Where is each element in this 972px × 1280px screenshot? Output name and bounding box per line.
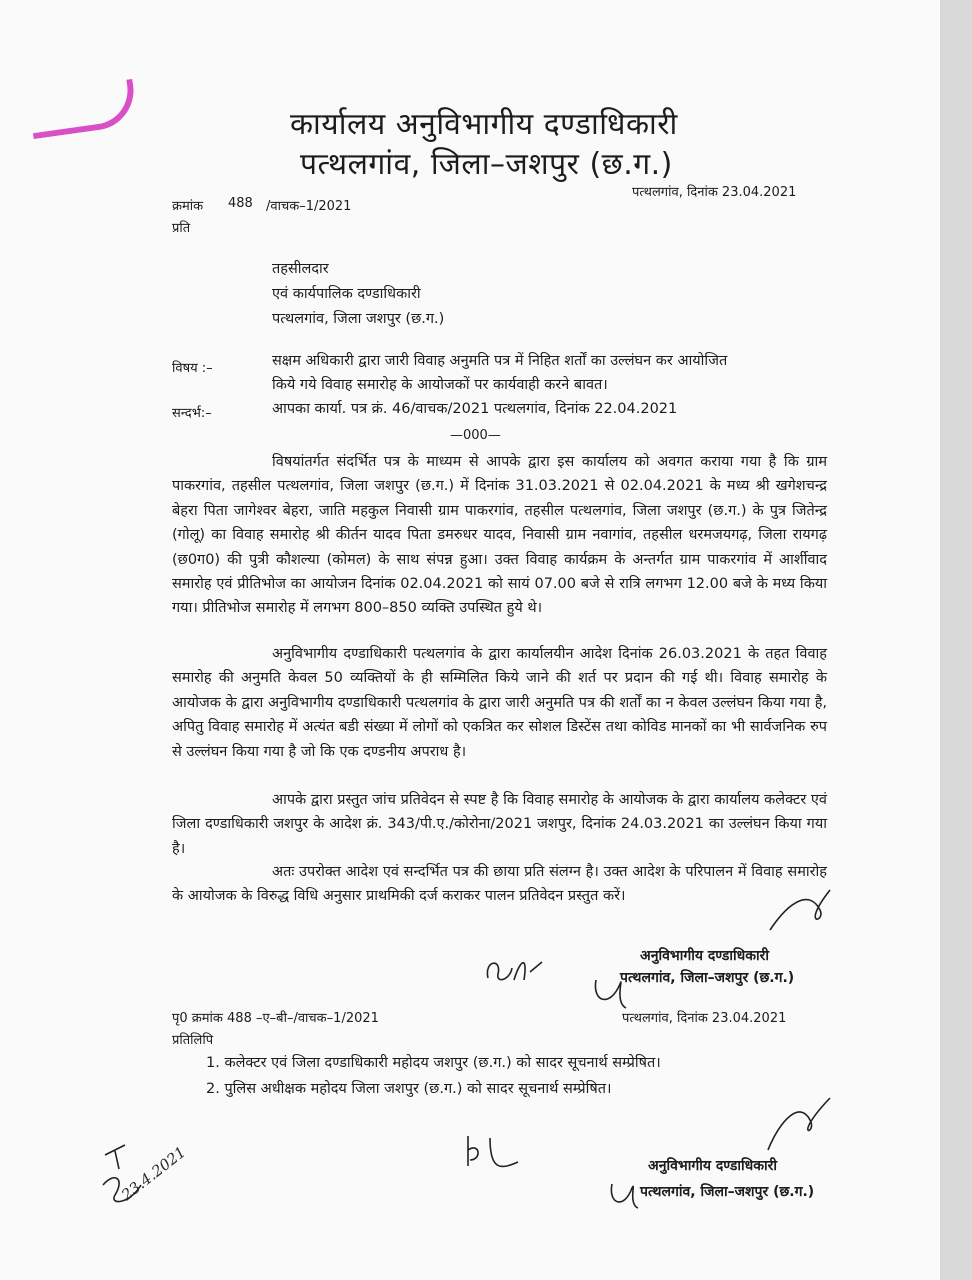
copy-item-2: 2. पुलिस अधीक्षक महोदय जिला जशपुर (छ.ग.) को सादर सूचनार्थ सम्प्रेषित।	[206, 1081, 612, 1097]
paragraph-2: अनुविभागीय दण्डाधिकारी पत्थलगांव के द्वारा कार्यालयीन आदेश दिनांक 26.03.2021 के तहत विवाह समारोह की अनुमति केवल 50 व्यक्तियों के ही सम्मिलित किये जाने की शर्त पर प्रदान की गई थी। विवाह समारोह के आयोजक के द्वारा अनुविभागीय दण्डाधिकारी पत्थलगांव के द्वारा जारी अनुमति पत्र की शर्तों का न केवल उल्लंघन किया गया है, अपितु विवाह समारोह में अत्यंत बडी संख्या में लोगों को एकत्रित कर सोशल डिस्टेंस तथा कोविड मानकों का भी सार्वजनिक रुप से उल्लंघन किया गया है जो कि एक दण्डनीय अपराध है।	[172, 646, 827, 760]
page-edge-shadow	[940, 0, 972, 1280]
signature-stroke-2	[606, 1178, 642, 1212]
stamp-line-1: अनुविभागीय दण्डाधिकारी	[640, 948, 770, 964]
ref-kramank-number: 488	[228, 196, 253, 211]
paragraph-1: विषयांतर्गत संदर्भित पत्र के माध्यम से आपके द्वारा इस कार्यालय को अवगत कराया गया है कि ग्राम पाकरगांव, तहसील पत्थलगांव, जिला जशपुर (छ.ग.) में दिनांक 31.03.2021 से 02.04.2021 के मध्य श्री खगेशचन्द्र बेहरा पिता जागेश्वर बेहरा, जाति महकुल निवासी ग्राम पाकरगांव, तहसील पत्थलगांव, जिला जशपुर (छ.ग.) के पुत्र जितेन्द्र (गोलू) का विवाह समारोह श्री कीर्तन यादव पिता डमरुधर यादव, निवासी ग्राम नवागांव, तहसील धरमजयगढ़, जिला रायगढ़ (छ0ग0) की पुत्री कौशल्या (कोमल) के साथ संपन्न हुआ। उक्त विवाह कार्यक्रम के अन्तर्गत ग्राम पाकरगांव में आर्शीवाद समारोह एवं प्रीतिभोज का आयोजन दिनांक 02.04.2021 को सायं 07.00 बजे से रात्रि लगभग 12.00 बजे के मध्य किया गया। प्रीतिभोज समारोह में लगभग 800–850 व्यक्ति उपस्थित हुये थे।	[172, 454, 827, 617]
subject-line-1: सक्षम अधिकारी द्वारा जारी विवाह अनुमति पत्र में निहित शर्तों का उल्लंघन कर आयोजित	[272, 353, 728, 369]
stamp-2-line-2: पत्थलगांव, जिला–जशपुर (छ.ग.)	[640, 1184, 815, 1200]
copy-label: प्रतिलिपि	[172, 1033, 214, 1048]
prati-label: प्रति	[172, 221, 191, 236]
handwritten-date: 23.4.2021	[118, 1142, 190, 1205]
office-title: कार्यालय अनुविभागीय दण्डाधिकारी	[290, 107, 678, 142]
paragraph-3: आपके द्वारा प्रस्तुत जांच प्रतिवेदन से स्पष्ट है कि विवाह समारोह के आयोजक के द्वारा कार्यालय कलेक्टर एवं जिला दण्डाधिकारी जशपुर के आदेश क्रं. 343/पी.ए./कोरोना/2021 जशपुर, दिनांक 24.03.2021 का उल्लंघन किया गया है।	[172, 792, 827, 857]
addressee-line-3: पत्थलगांव, जिला जशपुर (छ.ग.)	[272, 311, 445, 327]
copy-ref-number: पृ0 क्रमांक 488 –ए–बी–/वाचक–1/2021	[172, 1011, 379, 1026]
copy-item-1: 1. कलेक्टर एवं जिला दण्डाधिकारी महोदय जशपुर (छ.ग.) को सादर सूचनार्थ सम्प्रेषित।	[206, 1055, 661, 1071]
reference-label: सन्दर्भ:–	[172, 406, 212, 421]
initials-signature-1	[480, 950, 560, 990]
initials-signature-2	[460, 1130, 530, 1175]
stamp-2-line-1: अनुविभागीय दण्डाधिकारी	[648, 1158, 778, 1174]
separator: —000—	[450, 428, 501, 443]
ref-kramank-rest: /वाचक–1/2021	[266, 199, 352, 214]
subject-line-2: किये गये विवाह समारोह के आयोजकों पर कार्यवाही करने बावत।	[272, 377, 608, 393]
subject-label: विषय :–	[172, 361, 213, 376]
pink-ribbon-mark	[27, 79, 138, 139]
addressee-line-2: एवं कार्यपालिक दण्डाधिकारी	[272, 286, 421, 302]
stamp-line-2: पत्थलगांव, जिला–जशपुर (छ.ग.)	[620, 970, 795, 986]
reference-text: आपका कार्या. पत्र क्रं. 46/वाचक/2021 पत्थलगांव, दिनांक 22.04.2021	[272, 401, 678, 417]
signature-scribble-1	[760, 880, 840, 940]
paragraph-4: अतः उपरोक्त आदेश एवं सन्दर्भित पत्र की छाया प्रति संलग्न है। उक्त आदेश के परिपालन में विवाह समारोह के आयोजक के विरुद्ध विधि अनुसार प्राथमिकी दर्ज कराकर पालन प्रतिवेदन प्रस्तुत करें।	[172, 864, 827, 905]
copy-ref-place-date: पत्थलगांव, दिनांक 23.04.2021	[622, 1011, 787, 1026]
office-location: पत्थलगांव, जिला–जशपुर (छ.ग.)	[300, 147, 673, 182]
addressee-line-1: तहसीलदार	[272, 261, 329, 277]
signature-scribble-2	[760, 1090, 840, 1160]
place-date: पत्थलगांव, दिनांक 23.04.2021	[632, 185, 797, 200]
ref-kramank-label: क्रमांक	[172, 199, 204, 214]
